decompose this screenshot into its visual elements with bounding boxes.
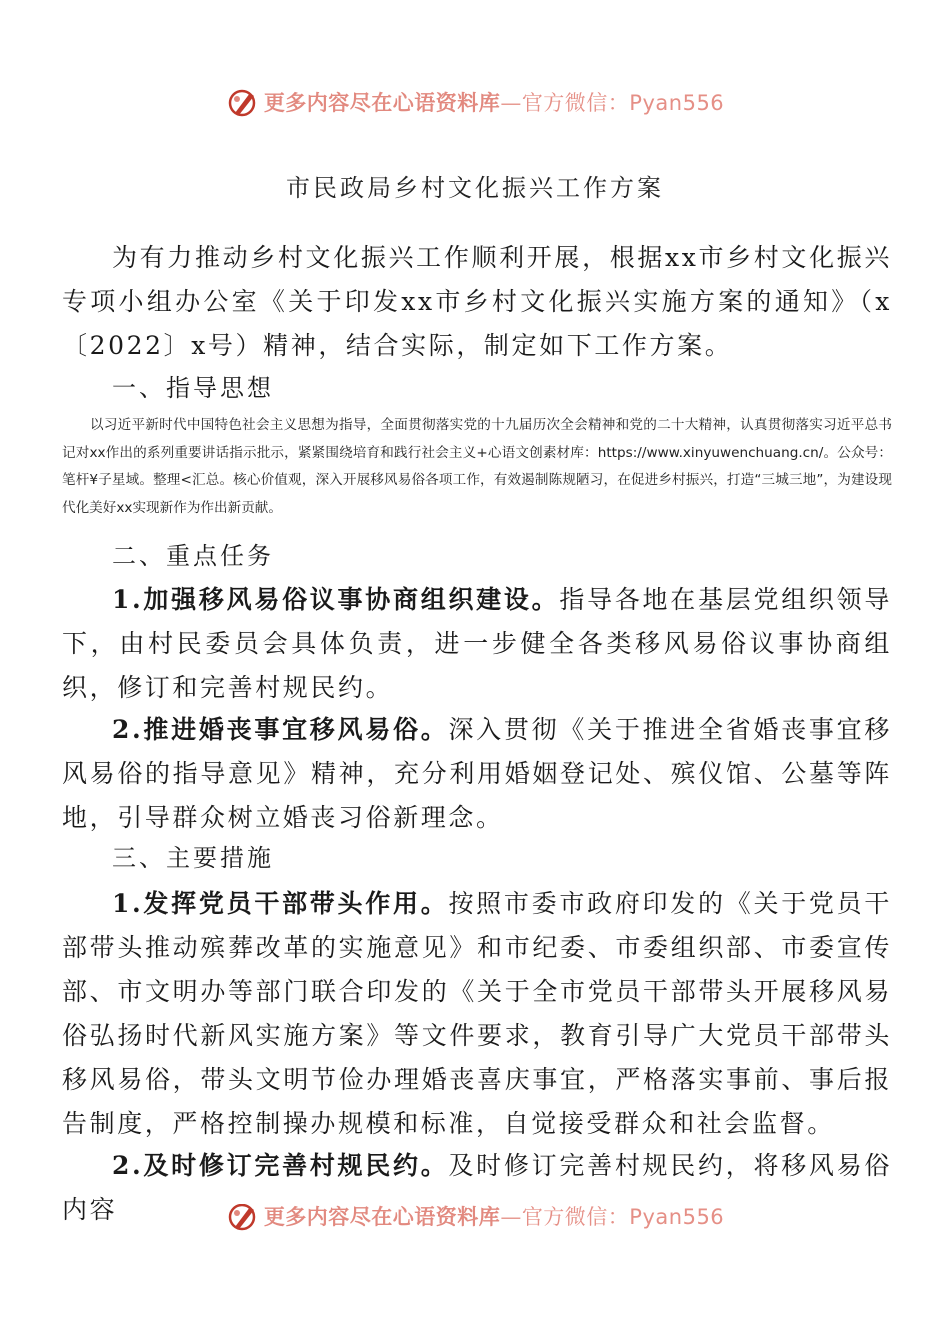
- section1: [62, 368, 892, 408]
- watermark-header: [0, 82, 950, 122]
- task2-body: 深入贯彻《关于推进全省婚丧事宜移风易俗的指导意见》精神，充分利用婚姻登记处、殡仪馆、公墓等阵地，引导群众树立婚丧习俗新理念。: [62, 715, 892, 832]
- pen-nib-logo-icon: [226, 85, 260, 119]
- watermark-separator: —: [500, 91, 522, 115]
- section2-heading: 二、重点任务: [112, 542, 274, 570]
- section3-heading: 三、主要措施: [112, 844, 274, 872]
- section1-body-block: [62, 412, 892, 522]
- task1-body: 指导各地在基层党组织领导下，由村民委员会具体负责，进一步健全各类移风易俗议事协商组织，修订和完善村规民约。: [62, 585, 892, 702]
- task2-lead: 2.推进婚丧事宜移风易俗。: [112, 715, 449, 744]
- measure2-lead: 2.及时修订完善村规民约。: [112, 1151, 449, 1180]
- watermark-brand: 更多内容尽在心语资料库: [263, 1205, 501, 1229]
- measure1-block: [62, 882, 892, 1146]
- task1-paragraph: [62, 578, 892, 710]
- intro-paragraph: 为有力推动乡村文化振兴工作顺利开展，根据xx市乡村文化振兴专项小组办公室《关于印发xx市乡村文化振兴实施方案的通知》（x〔2022〕x号）精神，结合实际，制定如下工作方案。: [62, 243, 892, 360]
- task1-block: [62, 578, 892, 710]
- intro-block: [62, 236, 892, 368]
- section3: [62, 838, 892, 878]
- task2-block: [62, 708, 892, 840]
- task1-lead: 1.加强移风易俗议事协商组织建设。: [112, 585, 560, 614]
- section1-heading: 一、指导思想: [112, 374, 274, 402]
- measure1-lead: 1.发挥党员干部带头作用。: [112, 889, 449, 918]
- document-title: 市民政局乡村文化振兴工作方案: [286, 174, 664, 202]
- watermark-wechat: 官方微信：Pyan556: [521, 91, 725, 115]
- task2-paragraph: [62, 708, 892, 840]
- watermark-wechat: 官方微信：Pyan556: [521, 1205, 725, 1229]
- watermark-brand: 更多内容尽在心语资料库: [263, 91, 501, 115]
- watermark-separator: —: [500, 1205, 522, 1229]
- measure1-paragraph: [62, 882, 892, 1146]
- watermark-footer: [0, 1204, 950, 1238]
- pen-nib-logo-icon: [226, 1204, 260, 1233]
- section1-paragraph: 以习近平新时代中国特色社会主义思想为指导，全面贯彻落实党的十九届历次全会精神和党的二十大精神，认真贯彻落实习近平总书记对xx作出的系列重要讲话指示批示，紧紧围绕培育和践行社会主义+心语文创素材库：https://www.xinyuwenchuang.cn/。公众号：笔杆¥子星域。整理<汇总。核心价值观，深入开展移风易俗各项工作，有效遏制陈规陋习，在促进乡村振兴，打造“三城三地”，为建设现代化美好xx实现新作为作出新贡献。: [62, 417, 892, 516]
- measure1-body: 按照市委市政府印发的《关于党员干部带头推动殡葬改革的实施意见》和市纪委、市委组织部、市委宣传部、市文明办等部门联合印发的《关于全市党员干部带头开展移风易俗弘扬时代新风实施方案》等文件要求，教育引导广大党员干部带头移风易俗，带头文明节俭办理婚丧喜庆事宜，严格落实事前、事后报告制度，严格控制操办规模和标准，自觉接受群众和社会监督。: [62, 889, 892, 1138]
- measure2-body: 及时修订完善村规民约，将移风易俗内容: [62, 1151, 892, 1224]
- section2: [62, 536, 892, 576]
